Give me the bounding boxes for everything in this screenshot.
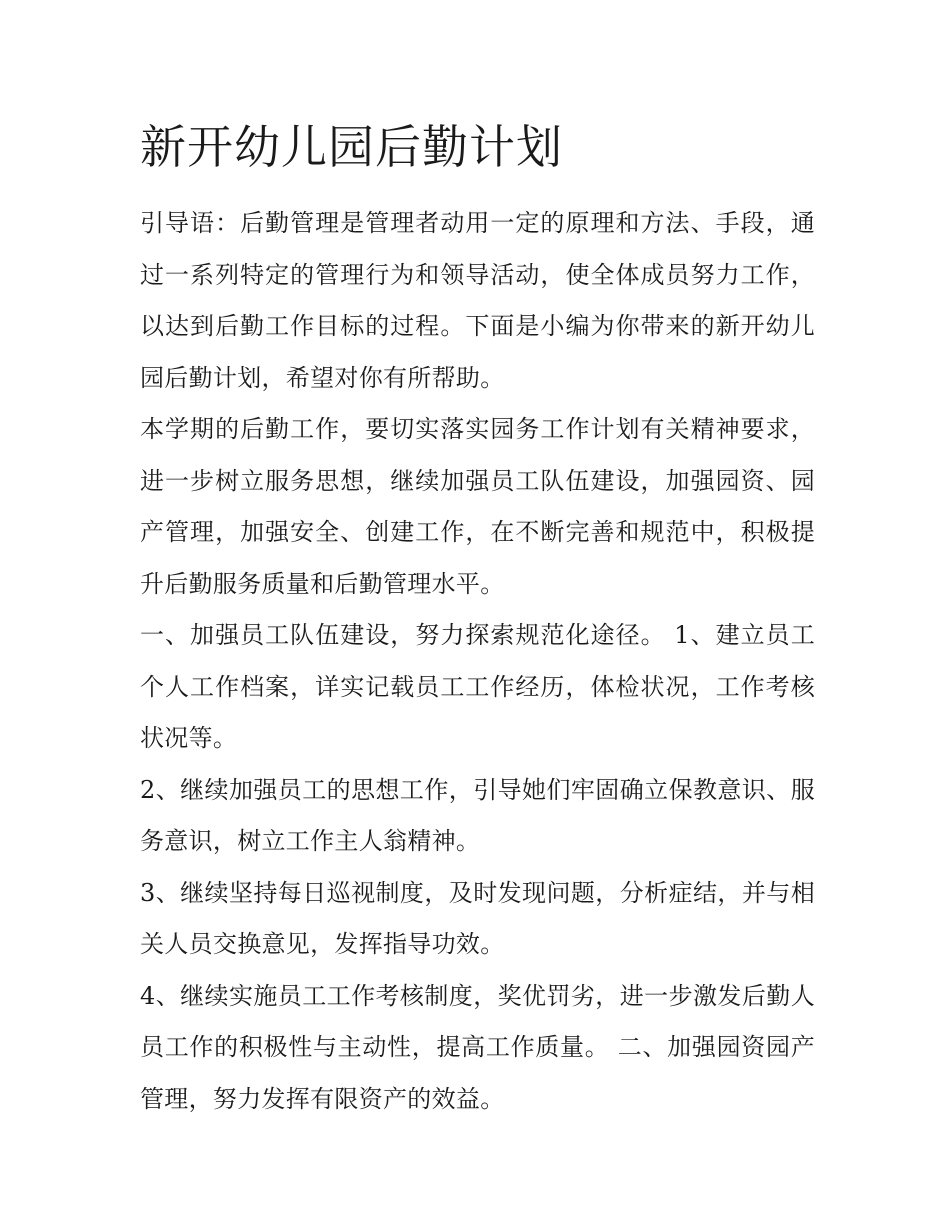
document-title: 新开幼儿园后勤计划	[140, 120, 563, 174]
paragraph-section-one: 一、加强员工队伍建设，努力探索规范化途径。 1、建立员工个人工作档案，详实记载员工工作经历，体检状况，工作考核状况等。	[140, 621, 815, 752]
paragraph-item-4: 4、继续实施员工工作考核制度，奖优罚劣，进一步激发后勤人员工作的积极性与主动性，提高工作质量。 二、加强园资园产管理，努力发挥有限资产的效益。	[140, 981, 815, 1113]
document-body	[140, 198, 815, 1125]
paragraph-overview: 本学期的后勤工作，要切实落实园务工作计划有关精神要求，进一步树立服务思想，继续加强员工队伍建设，加强园资、园产管理，加强安全、创建工作，在不断完善和规范中，积极提升后勤服务质量和后勤管理水平。	[140, 415, 815, 598]
paragraph-intro: 引导语：后勤管理是管理者动用一定的原理和方法、手段，通过一系列特定的管理行为和领导活动，使全体成员努力工作，以达到后勤工作目标的过程。下面是小编为你带来的新开幼儿园后勤计划，希望对你有所帮助。	[140, 209, 815, 392]
paragraph-item-2: 2、继续加强员工的思想工作，引导她们牢固确立保教意识、服务意识，树立工作主人翁精神。	[140, 775, 815, 855]
paragraph-item-3: 3、继续坚持每日巡视制度，及时发现问题，分析症结，并与相关人员交换意见，发挥指导功效。	[140, 878, 815, 958]
